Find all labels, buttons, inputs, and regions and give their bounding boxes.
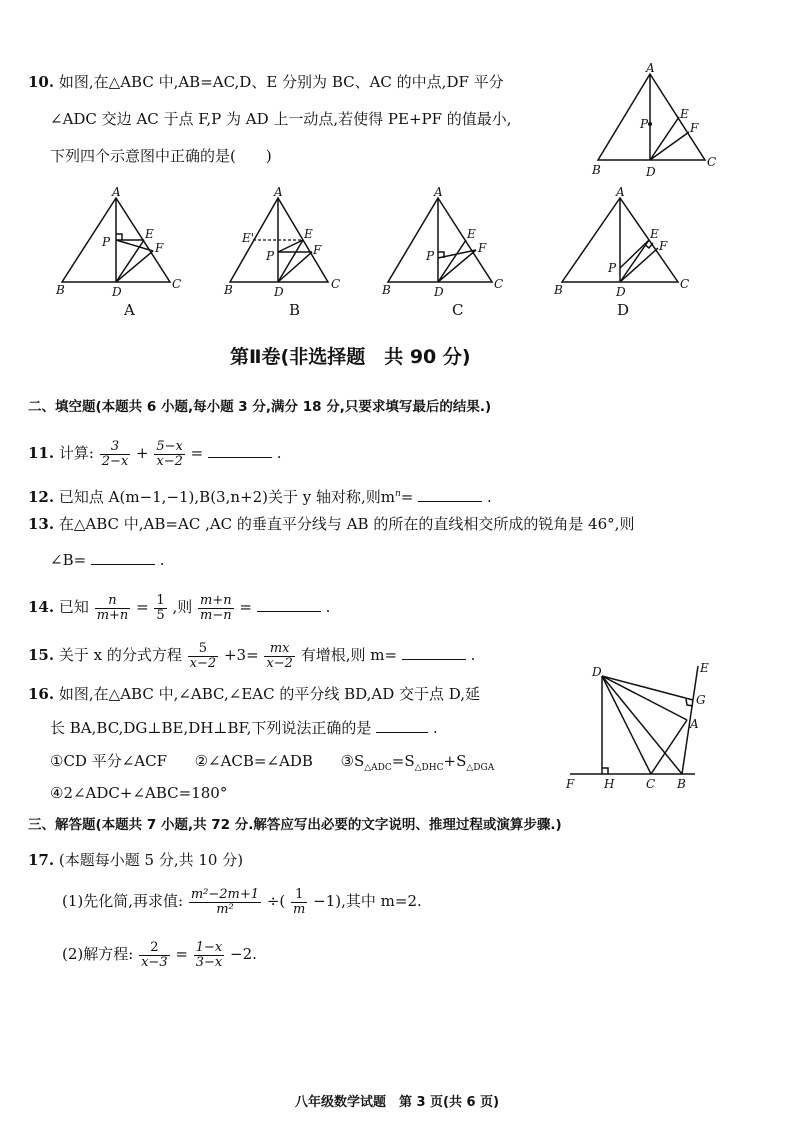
q11-line: [28, 436, 282, 470]
q12-line: [28, 484, 492, 507]
q16-figure: [560, 662, 720, 792]
q16-statement-4: ④2∠ADC+∠ABC=180°: [50, 784, 228, 802]
q12-number: 12.: [28, 488, 55, 506]
q17-p2-post: −2.: [230, 945, 257, 963]
q10-option-d-figure: [546, 184, 696, 300]
q16-statement-1: ①CD 平分∠ACF: [50, 752, 168, 770]
q16-end: .: [432, 719, 438, 737]
q14-frac-2: $\frac{1}{5}$: [156, 592, 165, 623]
q15-number: 15.: [28, 646, 55, 664]
q17-p2-eq: =: [175, 945, 188, 963]
q13-line2: [50, 550, 165, 570]
q14-number: 14.: [28, 598, 55, 616]
svg-text:E: E: [145, 227, 154, 241]
q17-p1-frac-2: $\frac{1}{m}$: [293, 886, 306, 917]
svg-text:A: A: [274, 185, 283, 199]
q17-head: (本题每小题 5 分,共 10 分): [58, 851, 244, 869]
fig-label-e-prime: E': [242, 231, 255, 245]
q13-text-1: 在△ABC 中,AB=AC ,AC 的垂直平分线与 AB 的所在的直线相交所成的锐角是 46°,则: [58, 515, 635, 533]
q17-p1-post: −1),其中 m=2.: [313, 892, 422, 910]
q17-p2-frac-1: $\frac{2}{x-3}$: [141, 939, 168, 970]
q16-text-1: 如图,在△ABC 中,∠ABC,∠EAC 的平分线 BD,AD 交于点 D,延: [58, 685, 481, 703]
svg-text:C: C: [331, 277, 341, 291]
q11-frac-1: $\frac{3}{2-x}$: [101, 438, 129, 469]
q14-pre: 已知: [58, 598, 89, 616]
q11-answer-blank[interactable]: [208, 443, 272, 458]
q16-statements-row: [50, 751, 494, 778]
q15-frac-2: $\frac{mx}{x-2}$: [266, 640, 293, 671]
svg-text:E: E: [304, 227, 313, 241]
svg-text:C: C: [646, 777, 656, 791]
svg-text:B: B: [224, 283, 233, 297]
fig-label-p: P: [640, 117, 649, 131]
q15-line: [28, 638, 475, 672]
svg-text:A: A: [112, 185, 121, 199]
q17-p1-pre: (1)先化简,再求值:: [62, 892, 184, 910]
svg-text:F: F: [566, 777, 575, 791]
q12-eq: =: [400, 488, 414, 506]
fig-label-d: D: [646, 165, 656, 179]
q17-number: 17.: [28, 851, 55, 869]
q10-option-a-figure: [52, 184, 192, 300]
q13-answer-blank[interactable]: [91, 550, 155, 565]
q14-end: .: [325, 598, 331, 616]
svg-text:P: P: [102, 235, 111, 249]
svg-text:G: G: [696, 693, 706, 707]
q15-plus3: +3=: [223, 646, 259, 664]
q10-option-b-label: B: [289, 301, 301, 319]
svg-text:P: P: [266, 249, 275, 263]
fig-label-e: E: [680, 107, 689, 121]
fig-label-c: C: [707, 155, 717, 169]
q16-answer-blank[interactable]: [376, 718, 428, 733]
q17-part2: [62, 936, 257, 972]
q14-answer-blank[interactable]: [257, 597, 321, 612]
q10-number: 10.: [28, 73, 55, 91]
q12-text: 已知点 A(m−1,−1),B(3,n+2)关于 y 轴对称,则m: [58, 488, 395, 506]
q10-option-c-figure: [378, 184, 518, 300]
q10-text-3: 下列四个示意图中正确的是( ): [50, 147, 272, 165]
q11-plus: +: [136, 444, 149, 462]
svg-text:A: A: [616, 185, 625, 199]
q14-frac-1: $\frac{n}{m+n}$: [96, 592, 129, 623]
q13-end: .: [159, 551, 165, 569]
svg-text:B: B: [56, 283, 65, 297]
section3-header: 三、解答题(本题共 7 小题,共 72 分.解答应写出必要的文字说明、推理过程或演算步骤.): [28, 817, 562, 833]
page-footer: 八年级数学试题 第 3 页(共 6 页): [294, 1095, 500, 1110]
q14-frac-3: $\frac{m+n}{m-n}$: [200, 592, 232, 623]
q13-line1: [28, 514, 634, 534]
q14-mid: ,则: [172, 598, 193, 616]
q16-statement-2: ②∠ACB=∠ADB: [194, 752, 313, 770]
q12-sup: n: [395, 489, 401, 499]
fig-label-b: B: [592, 163, 601, 177]
q10-line1: [28, 72, 504, 92]
q11-end: .: [276, 444, 282, 462]
q14-eq1: =: [136, 598, 149, 616]
q10-main-figure: [590, 62, 725, 180]
svg-text:C: C: [494, 277, 504, 291]
q16-line1: [28, 684, 480, 704]
q16-number: 16.: [28, 685, 55, 703]
q11-number: 11.: [28, 444, 55, 462]
q10-option-d-label: D: [617, 301, 630, 319]
q10-option-a-label: A: [124, 301, 135, 319]
q11-frac-2: $\frac{5-x}{x-2}$: [156, 438, 183, 469]
fig-label-a: A: [646, 62, 655, 75]
q15-post: 有增根,则 m=: [300, 646, 398, 664]
q17-p2-pre: (2)解方程:: [62, 945, 134, 963]
q10-text-2: ∠ADC 交边 AC 于点 F,P 为 AD 上一动点,若使得 PE+PF 的值最小,: [50, 110, 512, 128]
q10-option-b-figure: [220, 184, 360, 300]
q13-text-2: ∠B=: [50, 551, 87, 569]
q10-option-c-label: C: [452, 301, 464, 319]
q14-eq2: =: [239, 598, 252, 616]
part2-title: 第Ⅱ卷(非选择题 共 90 分): [230, 346, 471, 368]
svg-text:A: A: [434, 185, 443, 199]
svg-text:D: D: [592, 665, 602, 679]
svg-text:A: A: [690, 717, 699, 731]
svg-text:D: D: [274, 285, 284, 299]
svg-text:F: F: [478, 241, 487, 255]
svg-text:H: H: [604, 777, 615, 791]
svg-text:B: B: [382, 283, 391, 297]
q10-text-1: 如图,在△ABC 中,AB=AC,D、E 分别为 BC、AC 的中点,DF 平分: [58, 73, 504, 91]
svg-text:E: E: [650, 227, 659, 241]
q15-frac-1: $\frac{5}{x-2}$: [189, 640, 217, 671]
q15-answer-blank[interactable]: [402, 645, 466, 660]
svg-text:F: F: [659, 239, 668, 253]
svg-text:D: D: [434, 285, 444, 299]
q15-end: .: [470, 646, 476, 664]
q17-p1-frac-1: $\frac{\text{m²−2m+1}}{\text{m²}}$: [190, 886, 260, 917]
q16-line2: [50, 718, 438, 738]
fig-label-f: F: [690, 121, 699, 135]
svg-text:B: B: [554, 283, 563, 297]
q17-p2-frac-2: $\frac{1-x}{3-x}$: [195, 939, 223, 970]
svg-text:F: F: [155, 241, 164, 255]
q17-header-line: [28, 850, 243, 870]
svg-text:B: B: [677, 777, 686, 791]
svg-text:P: P: [426, 249, 435, 263]
svg-text:P: P: [608, 261, 617, 275]
q17-p1-div: ÷(: [266, 892, 286, 910]
svg-text:D: D: [616, 285, 626, 299]
svg-text:C: C: [172, 277, 182, 291]
svg-text:C: C: [680, 277, 690, 291]
q16-statement-3: $③S_{\triangle ADC}=S_{\triangle DHC}+S_{\triangle DGA}$: [340, 752, 495, 773]
q14-line: [28, 590, 330, 624]
svg-text:D: D: [112, 285, 122, 299]
section2-header: 二、填空题(本题共 6 小题,每小题 3 分,满分 18 分,只要求填写最后的结果.): [28, 399, 492, 415]
svg-text:E: E: [467, 227, 476, 241]
svg-text:F: F: [313, 243, 322, 257]
q12-answer-blank[interactable]: [418, 487, 482, 502]
q11-pre: 计算:: [58, 444, 94, 462]
q15-pre: 关于 x 的分式方程: [58, 646, 182, 664]
q13-number: 13.: [28, 515, 55, 533]
q12-end: .: [486, 488, 492, 506]
q16-text-2: 长 BA,BC,DG⊥BE,DH⊥BF,下列说法正确的是: [50, 719, 372, 737]
q11-eq: =: [190, 444, 204, 462]
svg-text:E: E: [700, 662, 709, 675]
q17-part1: [62, 883, 422, 919]
